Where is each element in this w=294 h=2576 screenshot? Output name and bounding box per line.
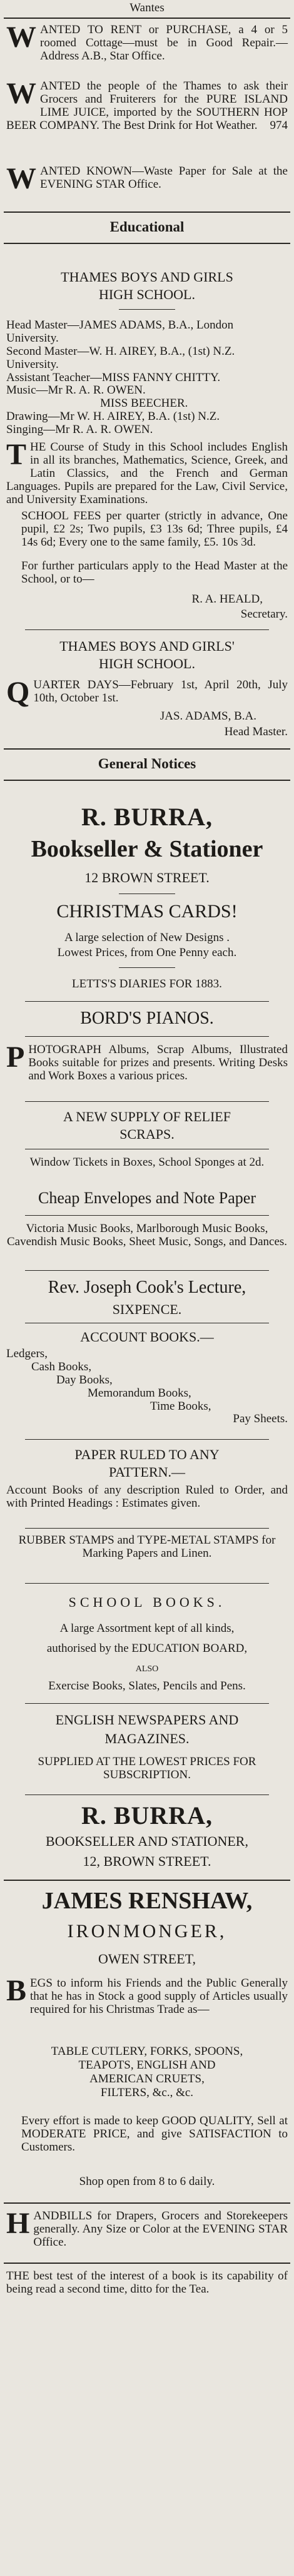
header-fragment: Wantes [129, 1, 165, 14]
account-item: Day Books, [56, 1373, 113, 1387]
account-item: Time Books, [150, 1399, 211, 1413]
rule-educational-top [4, 211, 290, 213]
renshaw-intro-text: EGS to inform his Friends and the Public Generally that he has in Stock a good supply of Articles usually required for his Christmas Trade as— [30, 1977, 288, 2016]
ruled-text: Account Books of any description Ruled to Order, and with Printed Headings : Estimates given. [6, 1484, 288, 1510]
renshaw-item: FILTERS, &c., &c. [100, 2086, 194, 2099]
photo-text: HOTOGRAPH Albums, Scrap Albums, Illustrated Books suitable for prizes and presents. Writing Desks and Work Boxes a various prices. [28, 1043, 288, 1082]
rule-thin [25, 1583, 269, 1584]
relief-1: A NEW SUPPLY OF RELIEF [63, 1109, 231, 1124]
account-item: Cash Books, [31, 1360, 92, 1373]
english-news-2: MAGAZINES. [104, 1731, 190, 1746]
school-books-text-2: authorised by the EDUCATION BOARD, [46, 1642, 248, 1655]
course-paragraph [6, 438, 288, 506]
ad-lime-juice [6, 77, 288, 133]
section-title-educational: Educational [109, 219, 185, 235]
renshaw-trade: IRONMONGER, [67, 1921, 227, 1942]
school-title-1: THAMES BOYS AND GIRLS [61, 269, 233, 285]
ad-text: ANTED TO RENT or PURCHASE, a 4 or 5 roomed Cottage—must be in Good Repair.—Address A.B., Star Office. [40, 23, 288, 63]
dropcap-w: W [6, 77, 36, 110]
account-item: Ledgers, [6, 1347, 48, 1360]
ad-waste-paper [6, 162, 288, 195]
rule-short [119, 309, 175, 310]
school-books-text-1: A large Assortment kept of all kinds, [59, 1622, 235, 1635]
dropcap-w: W [6, 162, 36, 195]
rule-educational-bottom [4, 243, 290, 244]
renshaw-hours: Shop open from 8 to 6 daily. [79, 2175, 215, 2188]
rule-thin [25, 1528, 269, 1529]
christmas-title: CHRISTMAS CARDS! [56, 901, 238, 922]
victoria-music: Victoria Music Books, Marlborough Music Books, Cavendish Music Books, Sheet Music, Songs, and Dances. [6, 1222, 288, 1248]
ad-text: ANTED the people of the Thames to ask their Grocers and Fruiterers for the PURE ISLAND LIME JUICE, imported by the SOUTHERN HOP BEER COMPANY. The Best Drink for Hot Weather. [6, 79, 288, 132]
school-title-2: HIGH SCHOOL. [99, 287, 195, 302]
rule-general-bottom [4, 780, 290, 781]
cook-price: SIXPENCE. [112, 1301, 182, 1317]
dropcap-w: W [6, 21, 36, 54]
ruled-1: PAPER RULED TO ANY [74, 1447, 220, 1462]
burra-trade: Bookseller & Stationer [31, 836, 263, 862]
staff-line: Assistant Teacher—MISS FANNY CHITTY. [6, 370, 221, 384]
burra-name: R. BURRA, [81, 803, 213, 831]
quarter-days [6, 676, 288, 709]
exercise-books: Exercise Books, Slates, Pencils and Pens. [48, 1679, 246, 1693]
staff-line: Drawing—Mr W. H. AIREY, B.A. (1st) N.Z. [6, 410, 220, 424]
rule-general-top [4, 748, 290, 750]
cheap-envelopes: Cheap Envelopes and Note Paper [38, 1189, 256, 1207]
cook-title: Rev. Joseph Cook's Lecture, [48, 1278, 246, 1297]
ad-text: ANTED KNOWN—Waste Paper for Sale at the EVENING STAR Office. [40, 165, 288, 191]
quarter-sign-title: Head Master. [224, 725, 288, 738]
rule-thin [25, 1439, 269, 1440]
renshaw-item: TEAPOTS, ENGLISH AND [78, 2059, 216, 2072]
rubber-stamps: RUBBER STAMPS and TYPE-METAL STAMPS for Marking Papers and Linen. [18, 1534, 276, 1560]
rule-thin [25, 1036, 269, 1037]
renshaw-intro [6, 1974, 288, 2017]
course-text: HE Course of Study in this School includes English in all its branches, Mathematics, Science, Greek, and Latin Classics, and the French and German Languages. Pupils are prepared for the Law, Civil Service, and University Examinations. [6, 440, 288, 506]
account-title: ACCOUNT BOOKS.— [80, 1329, 214, 1345]
relief-2: SCRAPS. [119, 1126, 175, 1142]
dropcap-q: Q [6, 676, 30, 709]
burra2-name: R. BURRA, [81, 1801, 213, 1830]
section-title-general: General Notices [98, 756, 196, 771]
renshaw-name: JAMES RENSHAW, [41, 1888, 253, 1914]
staff-line: Singing—Mr R. A. R. OWEN. [6, 423, 153, 437]
rule-bottom-2 [4, 2263, 290, 2264]
rule-short [119, 967, 175, 968]
window-tickets: Window Tickets in Boxes, School Sponges at 2d. [29, 1156, 265, 1169]
school-books-title: SCHOOL BOOKS. [68, 1594, 226, 1610]
quarter-title-1: THAMES BOYS AND GIRLS' [59, 638, 235, 654]
ad-wanted-rent [6, 21, 288, 63]
dropcap-b: B [6, 1974, 27, 2007]
rule-bottom-1 [4, 2202, 290, 2204]
burra-address: 12 BROWN STREET. [84, 870, 210, 885]
quarter-text: UARTER DAYS—February 1st, April 20th, July 10th, October 1st. [33, 678, 288, 705]
english-news-1: ENGLISH NEWSPAPERS AND [55, 1712, 239, 1728]
renshaw-item: TABLE CUTLERY, FORKS, SPOONS, [51, 2045, 243, 2058]
rule-thin [25, 1101, 269, 1102]
handbills-text: ANDBILLS for Drapers, Grocers and Storekeepers generally. Any Size or Color at the EVENING STAR Office. [33, 2209, 288, 2249]
renshaw-items [0, 2045, 294, 2100]
fees-paragraph: SCHOOL FEES per quarter (strictly in advance, One pupil, £2 2s; Two pupils, £3 13s 6d; Three pupils, £4 14s 6d; Every one to the same family, £5. 10s 3d. [21, 509, 288, 549]
account-items [6, 1348, 288, 1426]
staff-list [6, 319, 288, 437]
dropcap-p: P [6, 1041, 25, 1074]
apply-paragraph: For further particulars apply to the Head Master at the School, or to— [21, 559, 288, 586]
staff-line: Second Master—W. H. AIREY, B.A., (1st) N.Z. University. [6, 344, 235, 371]
rule-quarter [25, 629, 269, 630]
secretary-title: Secretary. [240, 608, 288, 621]
renshaw-address: OWEN STREET, [98, 1951, 196, 1967]
rule-thin [25, 1215, 269, 1216]
rule-thin [25, 1703, 269, 1704]
also-label: ALSO [135, 1664, 159, 1674]
renshaw-item: AMERICAN CRUETS, [89, 2072, 205, 2085]
final-paragraph: THE best test of the interest of a book is its capability of being read a second time, ditto for the Tea. [6, 2269, 288, 2296]
quarter-title-2: HIGH SCHOOL. [99, 656, 195, 671]
dropcap-h: H [6, 2207, 30, 2240]
burra2-address: 12, BROWN STREET. [83, 1853, 211, 1869]
christmas-text-2: Lowest Prices, from One Penny each. [57, 946, 237, 959]
supplied-text: SUPPLIED AT THE LOWEST PRICES FOR SUBSCRIPTION. [38, 1755, 256, 1781]
christmas-text-1: A large selection of New Designs . [64, 931, 230, 944]
staff-line: Head Master—JAMES ADAMS, B.A., London University. [6, 318, 234, 345]
rule-short [119, 893, 175, 894]
burra2-trade: BOOKSELLER AND STATIONER, [46, 1833, 248, 1849]
staff-line: Music—Mr R. A. R. OWEN. [6, 384, 146, 397]
account-item: Pay Sheets. [233, 1412, 288, 1426]
letts-diaries: LETTS'S DIARIES FOR 1883. [72, 977, 222, 990]
handbills [6, 2207, 288, 2249]
account-item: Memorandum Books, [88, 1386, 191, 1400]
ad-ref: 974 [270, 118, 288, 132]
rule-top [4, 18, 290, 19]
rule-thin [25, 1001, 269, 1002]
bords-pianos: BORD'S PIANOS. [80, 1009, 214, 1028]
ruled-2: PATTERN.— [108, 1464, 186, 1480]
rule-thin [25, 1270, 269, 1271]
quarter-sign-name: JAS. ADAMS, B.A. [160, 710, 256, 723]
dropcap-t: T [6, 438, 27, 471]
staff-line: MISS BEECHER. [100, 397, 188, 410]
rule-renshaw-top [4, 1880, 290, 1881]
renshaw-effort: Every effort is made to keep GOOD QUALITY, Sell at MODERATE PRICE, and give SATISFACTION to Customers. [21, 2114, 288, 2154]
photo-albums [6, 1041, 288, 1083]
secretary-name: R. A. HEALD, [191, 593, 263, 606]
